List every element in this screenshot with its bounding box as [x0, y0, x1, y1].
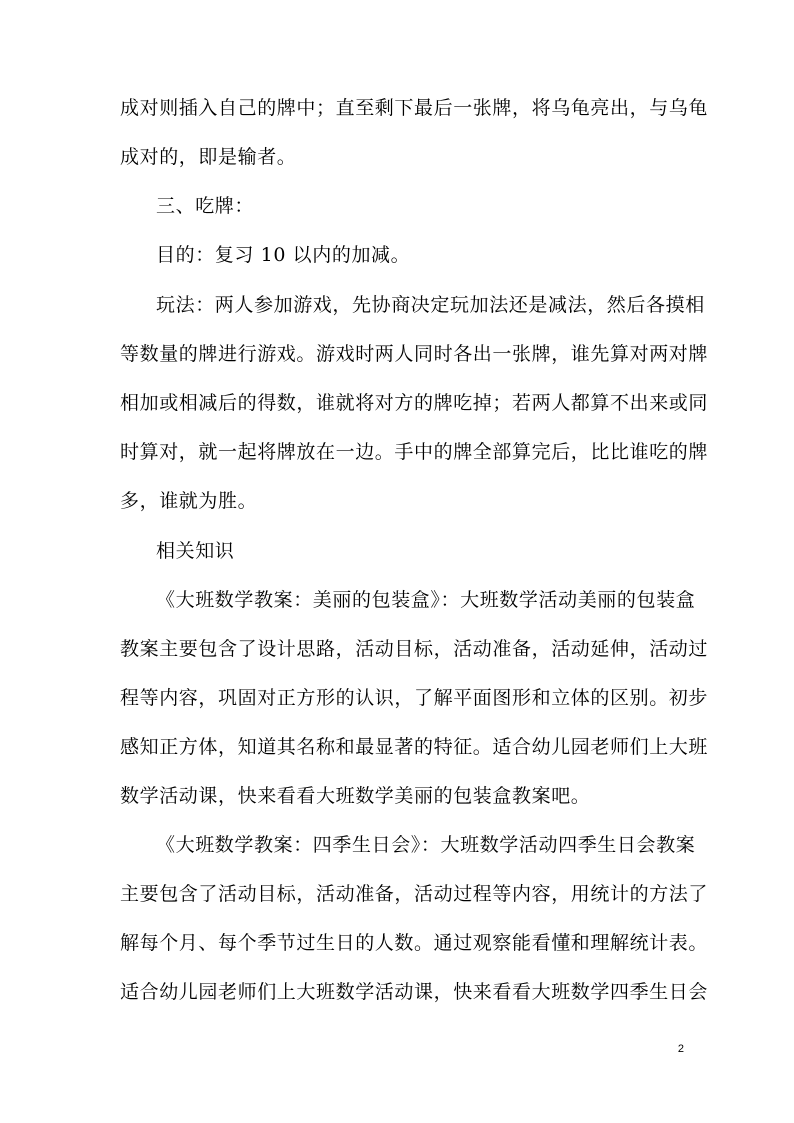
paragraph-line: 教案主要包含了设计思路，活动目标，活动准备，活动延伸，活动过 — [120, 638, 709, 660]
page-number: 2 — [677, 1043, 684, 1055]
paragraph-line: 主要包含了活动目标，活动准备，活动过程等内容，用统计的方法了 — [120, 883, 709, 905]
paragraph-line: 等数量的牌进行游戏。游戏时两人同时各出一张牌，谁先算对两对牌 — [120, 343, 709, 365]
section-heading: 相关知识 — [156, 540, 235, 562]
section-heading: 三、吃牌： — [156, 195, 255, 217]
paragraph-line: 程等内容，巩固对正方形的认识，了解平面图形和立体的区别。初步 — [120, 687, 709, 709]
paragraph-line: 数学活动课，快来看看大班数学美丽的包装盒教案吧。 — [120, 785, 591, 807]
paragraph-line: 相加或相减后的得数，谁就将对方的牌吃掉；若两人都算不出来或同 — [120, 392, 709, 414]
paragraph-line: 感知正方体，知道其名称和最显著的特征。适合幼儿园老师们上大班 — [120, 736, 709, 758]
paragraph-line: 成对的，即是输者。 — [120, 146, 297, 168]
paragraph-line: 时算对，就一起将牌放在一边。手中的牌全部算完后，比比谁吃的牌 — [120, 441, 709, 463]
paragraph-line: 多，谁就为胜。 — [120, 490, 258, 512]
paragraph-line: 成对则插入自己的牌中；直至剩下最后一张牌，将乌龟亮出，与乌龟 — [120, 97, 709, 119]
paragraph-line: 解每个月、每个季节过生日的人数。通过观察能看懂和理解统计表。 — [120, 932, 709, 954]
paragraph-line: 《大班数学教案：美丽的包装盒》：大班数学活动美丽的包装盒 — [156, 589, 696, 611]
paragraph-line: 玩法：两人参加游戏，先协商决定玩加法还是减法，然后各摸相 — [156, 294, 705, 316]
paragraph-line: 适合幼儿园老师们上大班数学活动课，快来看看大班数学四季生日会 — [120, 981, 709, 1003]
paragraph-line: 《大班数学教案：四季生日会》：大班数学活动四季生日会教案 — [156, 834, 696, 856]
paragraph-line: 目的：复习 10 以内的加减。 — [156, 244, 411, 266]
